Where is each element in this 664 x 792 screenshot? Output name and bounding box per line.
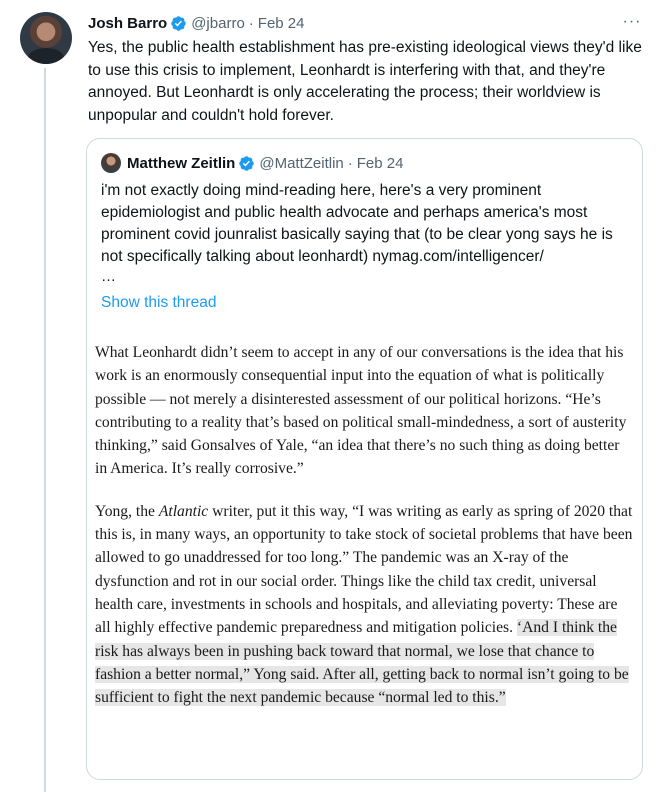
quoted-tweet[interactable] xyxy=(86,138,643,780)
more-options-icon[interactable]: ··· xyxy=(622,13,642,30)
thread-line xyxy=(44,68,46,792)
quote-avatar[interactable] xyxy=(101,153,121,173)
quote-header xyxy=(127,152,403,174)
quote-ellipsis: … xyxy=(101,268,116,285)
article-paragraph-2-start: Yong, the xyxy=(95,502,159,520)
verified-badge-icon xyxy=(170,15,187,32)
quote-header-separator: · xyxy=(347,154,353,172)
tweet-text: Yes, the public health establishment has pre-existing ideological views they'd like to use this crisis to implement, Leonhardt is interfering with that, and they're annoyed. But Leonhardt is only accelerating the process; their worldview is unpopular and couldn't hold forever. xyxy=(88,39,642,124)
article-paragraph-2 xyxy=(95,500,635,710)
tweet-date[interactable]: Feb 24 xyxy=(257,14,305,32)
header-separator: · xyxy=(248,14,254,32)
quote-author-handle[interactable]: @MattZeitlin xyxy=(259,154,344,172)
avatar[interactable] xyxy=(20,12,72,64)
author-name[interactable]: Josh Barro xyxy=(88,14,168,32)
quote-author-name[interactable]: Matthew Zeitlin xyxy=(127,154,236,172)
author-handle[interactable]: @jbarro xyxy=(191,14,245,32)
article-highlighted-quote: ‘And I think the risk has always been in pushing back toward that normal, we lose that chance to fashion a better normal,” Yong said. After all, getting back to normal isn’t going to be sufficient to fight the next pandemic because “normal led to this.” xyxy=(95,619,629,707)
article-italic-publication: Atlantic xyxy=(158,502,209,520)
article-paragraph-2-mid: writer, put it this way, “I was writing as early as spring of 2020 that this is, in many ways, an opportunity to take stock of societal problems that have been allowed to go unaddressed for too long.” The pandemic was an X-ray of the dysfunction and rot in our social order. Things like the child tax credit, universal health care, investments in schools and hospitals, and alleviating poverty: These are all highly effective pandemic preparedness and mitigation policies. xyxy=(95,502,633,637)
quote-date[interactable]: Feb 24 xyxy=(356,154,404,172)
article-screenshot[interactable] xyxy=(95,341,635,728)
show-thread-link[interactable]: Show this thread xyxy=(101,294,217,311)
verified-badge-icon xyxy=(238,155,255,172)
article-paragraph-1: What Leonhardt didn’t seem to accept in any of our conversations is the idea that his work is an enormously consequential input into the equation of what is politically possible — not merely a disinterested assessment of our political horizons. “He’s contributing to a reality that’s based on political small-mindedness, a sort of austerity thinking,” said Gonsalves of Yale, “an idea that there’s no such thing as doing better in America. It’s really corrosive.” xyxy=(95,344,627,478)
tweet-header xyxy=(88,12,304,34)
quote-text: i'm not exactly doing mind-reading here, here's a very prominent epidemiologist and public health advocate and perhaps america's most prominent covid jounralist basically saying that (to be clear yong says he is not specifically talking about leonhardt) nymag.com/intelligencer/ xyxy=(101,182,613,265)
